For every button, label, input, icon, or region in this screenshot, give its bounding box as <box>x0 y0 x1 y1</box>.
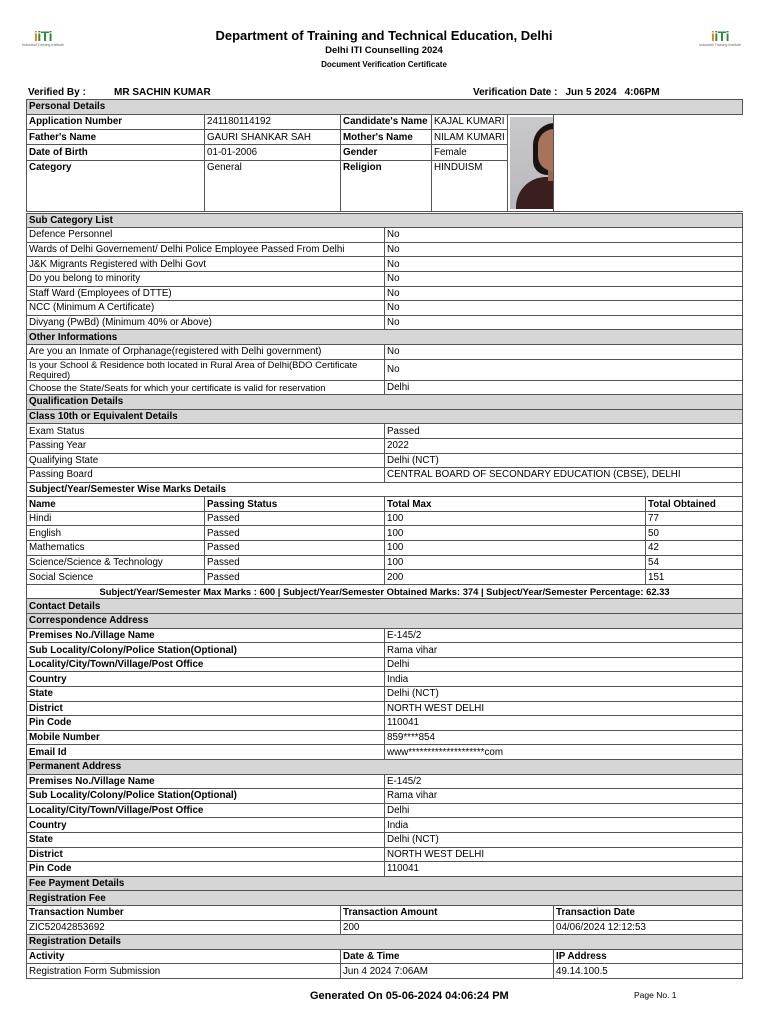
dob-value: 01-01-2006 <box>205 145 341 160</box>
transaction-date: 04/06/2024 12:12:53 <box>554 920 743 935</box>
mother-name-value: NILAM KUMARI <box>432 130 508 145</box>
section-personal-details: Personal Details <box>27 100 743 115</box>
list-item: Sub Locality/Colony/Police Station(Optional) Rama vihar <box>27 643 743 658</box>
list-item: Email Id www********************com <box>27 745 743 760</box>
section-permanent-address: Permanent Address <box>27 759 743 774</box>
candidate-photo-cell <box>508 114 554 211</box>
table-row <box>27 920 743 935</box>
fee-header-row: Transaction Number Transaction Amount Transaction Date <box>27 905 743 920</box>
list-item: J&K Migrants Registered with Delhi Govt No <box>27 257 743 272</box>
section-other-informations: Other Informations <box>27 330 743 345</box>
list-item: Divyang (PwBd) (Minimum 40% or Above) No <box>27 315 743 330</box>
section-sub-category: Sub Category List <box>27 213 743 228</box>
religion-label: Religion <box>341 160 432 211</box>
section-registration-fee: Registration Fee <box>27 891 743 906</box>
table-row: Science/Science & Technology Passed 100 54 <box>27 555 743 570</box>
activity-value: Registration Form Submission <box>27 964 341 979</box>
logo-subtext: Industrial Training Institute <box>699 43 741 47</box>
list-item: Defence Personnel No <box>27 228 743 243</box>
transaction-amount: 200 <box>341 920 554 935</box>
section-contact-details: Contact Details <box>27 599 743 614</box>
page-number: Page No. 1 <box>634 990 677 1000</box>
marks-summary: Subject/Year/Semester Max Marks : 600 | Subject/Year/Semester Obtained Marks: 374 | Subject/Year/Semester Percentage: 62.33 <box>27 584 743 599</box>
activity-ip: 49.14.100.5 <box>554 964 743 979</box>
logo-subtext: Industrial Training Institute <box>22 43 64 47</box>
list-item: Pin Code 110041 <box>27 716 743 731</box>
verification-date <box>473 87 660 98</box>
list-item: State Delhi (NCT) <box>27 687 743 702</box>
gender-value: Female <box>432 145 508 160</box>
father-name-label: Father's Name <box>27 130 205 145</box>
table-row <box>27 964 743 979</box>
certificate-table <box>26 99 743 979</box>
list-item: Country India <box>27 672 743 687</box>
list-item: Do you belong to minority No <box>27 271 743 286</box>
list-item: Qualifying State Delhi (NCT) <box>27 453 743 468</box>
list-item: Premises No./Village Name E-145/2 <box>27 774 743 789</box>
list-item: Wards of Delhi Governement/ Delhi Police Employee Passed From Delhi No <box>27 242 743 257</box>
list-item: State Delhi (NCT) <box>27 832 743 847</box>
registration-header-row: Activity Date & Time IP Address <box>27 949 743 964</box>
list-item: Is your School & Residence both located in Rural Area of Delhi(BDO Certificate Required) No <box>27 359 743 380</box>
list-item: Passing Year 2022 <box>27 438 743 453</box>
table-row: Mathematics Passed 100 42 <box>27 541 743 556</box>
list-item: District NORTH WEST DELHI <box>27 701 743 716</box>
list-item: Exam Status Passed <box>27 424 743 439</box>
list-item: Passing Board CENTRAL BOARD OF SECONDARY EDUCATION (CBSE), DELHI <box>27 468 743 483</box>
verification-time-value: 4:06PM <box>624 87 660 98</box>
dob-label: Date of Birth <box>27 145 205 160</box>
department-title: Department of Training and Technical Education, Delhi <box>215 28 553 43</box>
logo-text: iiTi <box>711 28 729 44</box>
verified-by-label: Verified By : <box>28 87 86 98</box>
verified-by-name: MR SACHIN KUMAR <box>114 87 211 98</box>
category-value: General <box>205 160 341 211</box>
verification-date-label: Verification Date : <box>473 87 558 98</box>
section-registration-details: Registration Details <box>27 935 743 950</box>
list-item: Sub Locality/Colony/Police Station(Optional) Rama vihar <box>27 789 743 804</box>
list-item: Staff Ward (Employees of DTTE) No <box>27 286 743 301</box>
list-item: NCC (Minimum A Certificate) No <box>27 301 743 316</box>
document-title: Document Verification Certificate <box>321 60 447 69</box>
logo-text: iiTi <box>34 28 52 44</box>
list-item: Locality/City/Town/Village/Post Office Delhi <box>27 657 743 672</box>
section-correspondence-address: Correspondence Address <box>27 614 743 629</box>
list-item: Pin Code 110041 <box>27 862 743 877</box>
list-item: District NORTH WEST DELHI <box>27 847 743 862</box>
counselling-subtitle: Delhi ITI Counselling 2024 <box>325 45 443 56</box>
list-item: Mobile Number 859****854 <box>27 730 743 745</box>
table-row: English Passed 100 50 <box>27 526 743 541</box>
application-number-value: 241180114192 <box>205 114 341 129</box>
transaction-number: ZIC52042853692 <box>27 920 341 935</box>
candidate-photo <box>510 117 554 209</box>
list-item: Choose the State/Seats for which your certificate is valid for reservation Delhi <box>27 380 743 395</box>
activity-datetime: Jun 4 2024 7:06AM <box>341 964 554 979</box>
list-item: Are you an Inmate of Orphanage(registered with Delhi government) No <box>27 344 743 359</box>
mother-name-label: Mother's Name <box>341 130 432 145</box>
list-item: Premises No./Village Name E-145/2 <box>27 628 743 643</box>
generated-on: Generated On 05-06-2024 04:06:24 PM <box>310 990 509 1002</box>
category-label: Category <box>27 160 205 211</box>
section-fee-payment: Fee Payment Details <box>27 876 743 891</box>
candidate-name-value: KAJAL KUMARI <box>432 114 508 129</box>
gender-label: Gender <box>341 145 432 160</box>
candidate-name-label: Candidate's Name <box>341 114 432 129</box>
application-number-label: Application Number <box>27 114 205 129</box>
religion-value: HINDUISM <box>432 160 508 211</box>
table-row: Hindi Passed 100 77 <box>27 511 743 526</box>
list-item: Country India <box>27 818 743 833</box>
section-qualification-details: Qualification Details <box>27 395 743 410</box>
table-row: Social Science Passed 200 151 <box>27 570 743 585</box>
father-name-value: GAURI SHANKAR SAH <box>205 130 341 145</box>
section-class-10th: Class 10th or Equivalent Details <box>27 409 743 424</box>
verification-date-value: Jun 5 2024 <box>565 87 617 98</box>
marks-header-row: Name Passing Status Total Max Total Obtained <box>27 497 743 512</box>
marks-section-title: Subject/Year/Semester Wise Marks Details <box>27 482 743 497</box>
list-item: Locality/City/Town/Village/Post Office Delhi <box>27 803 743 818</box>
